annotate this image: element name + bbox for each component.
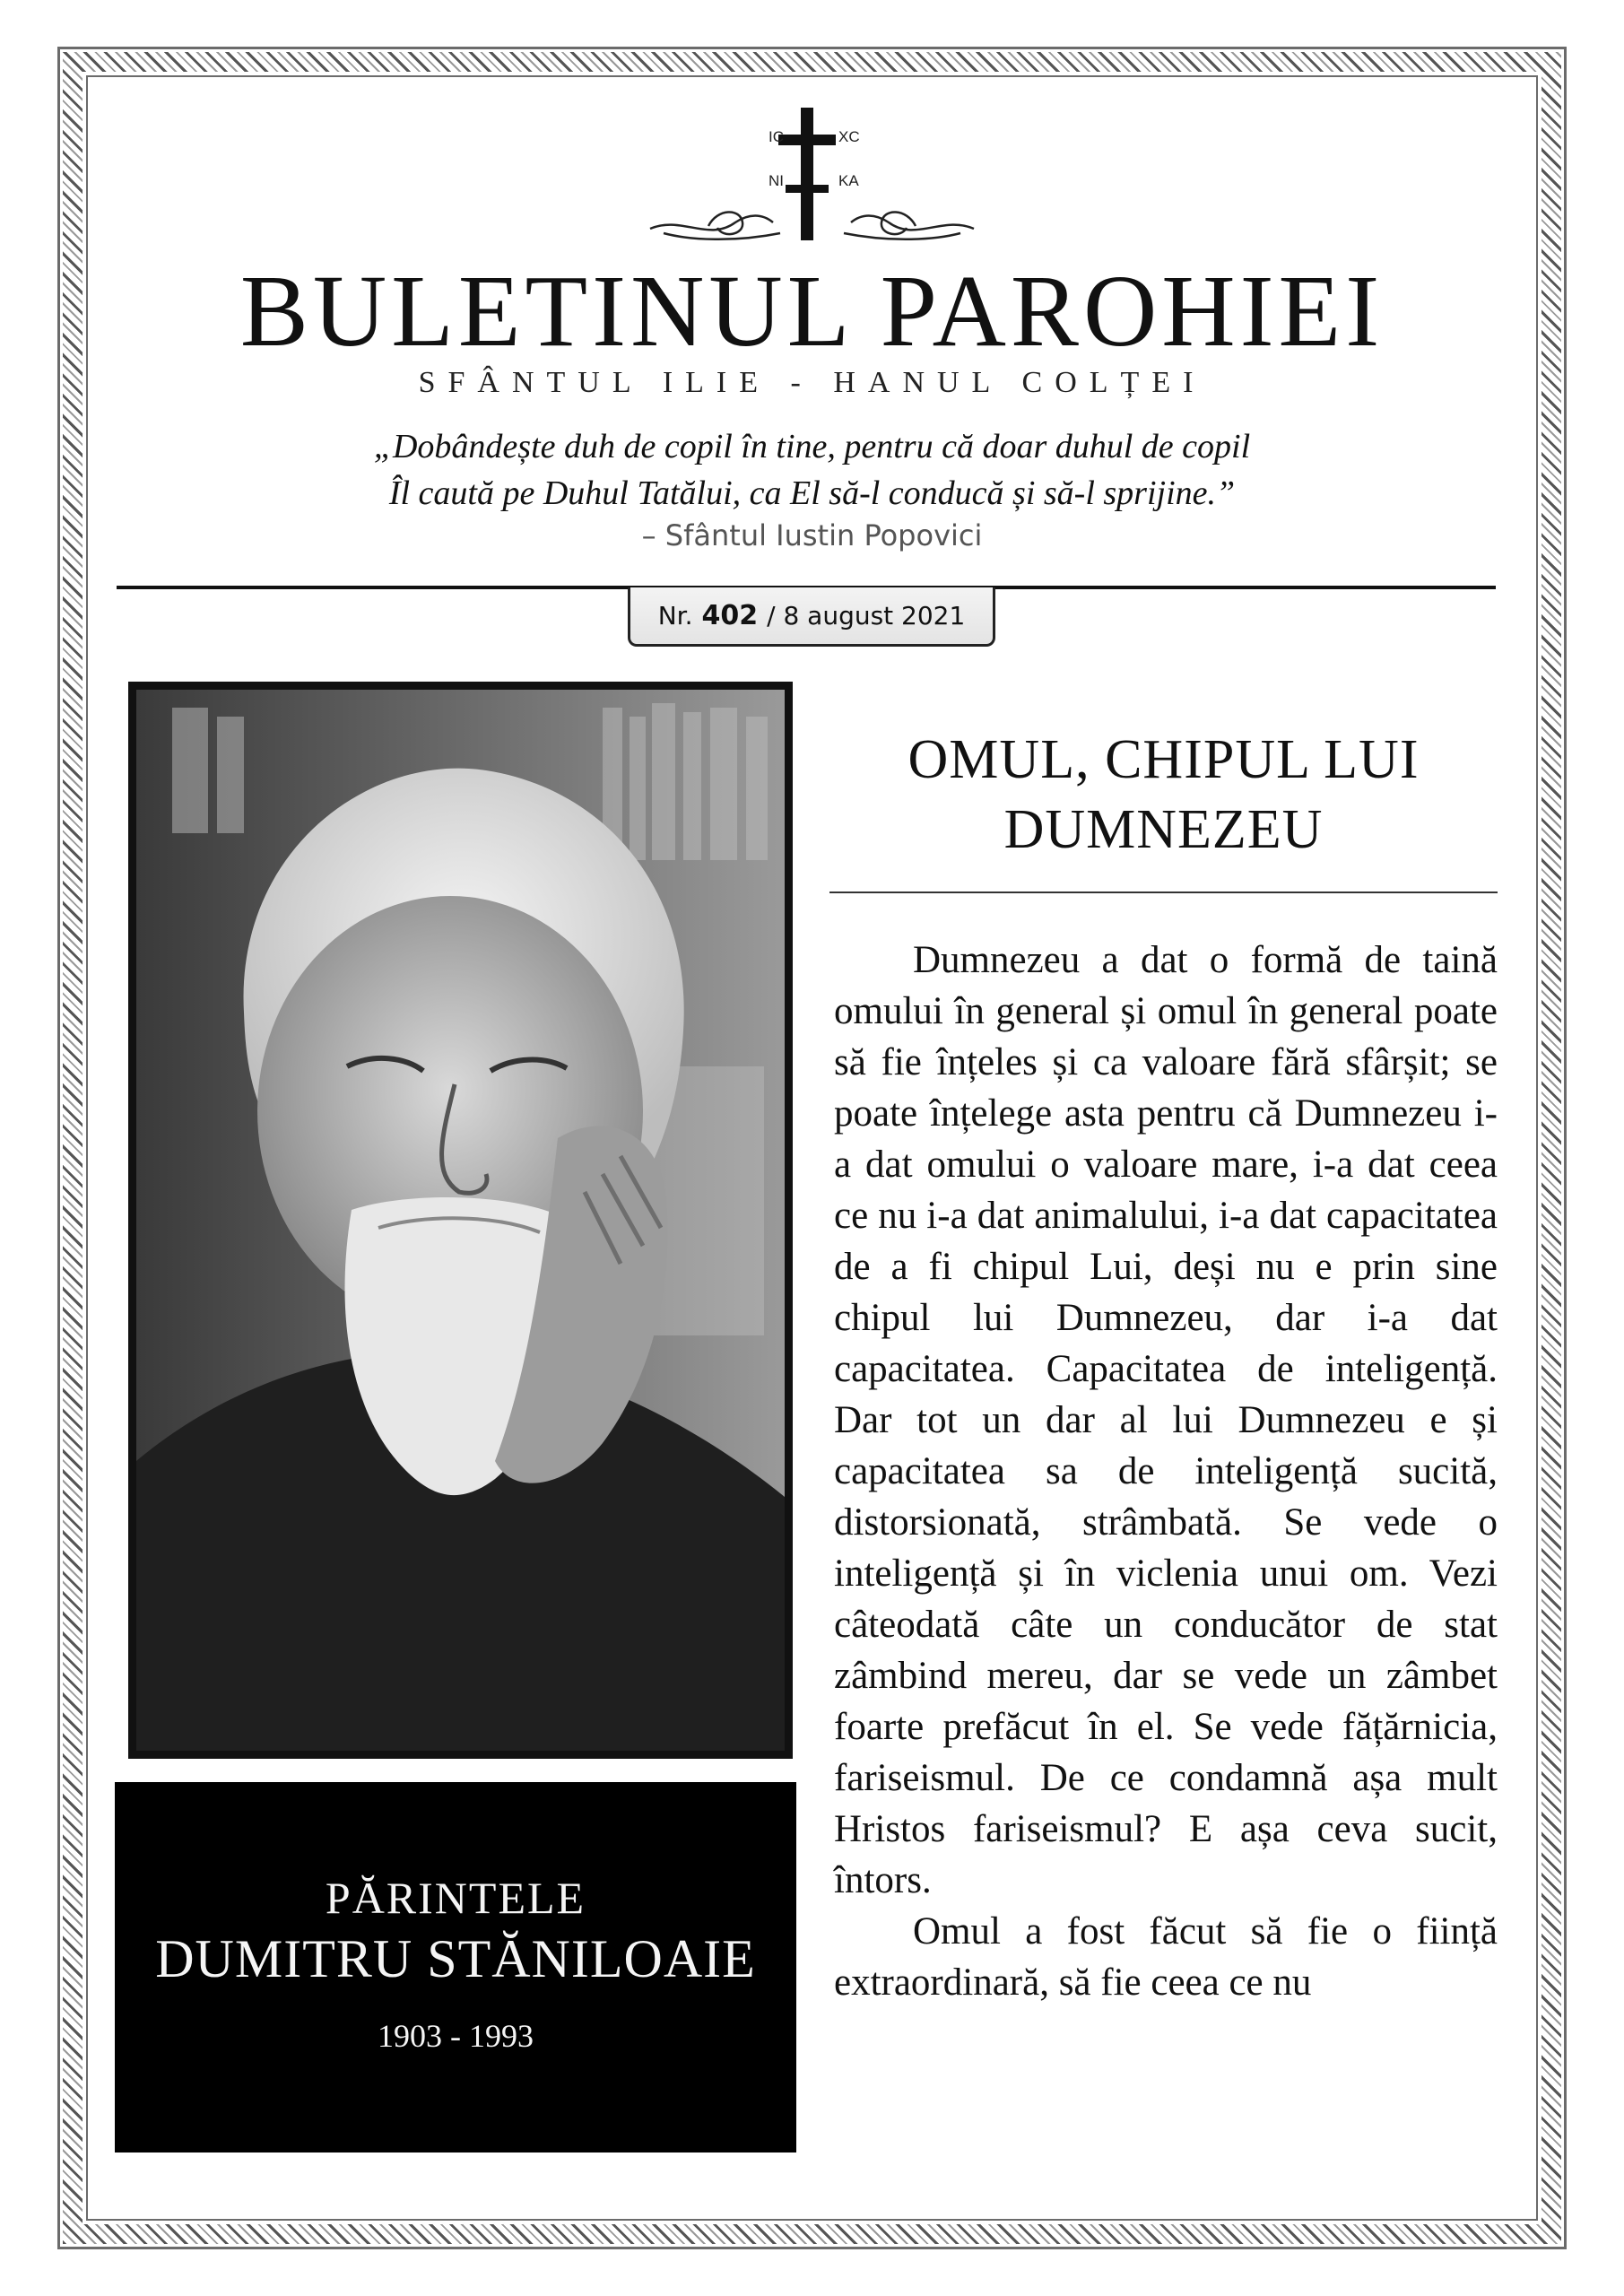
cross-label-ic: IC bbox=[769, 128, 784, 145]
flourish-right-icon bbox=[844, 212, 974, 239]
bulletin-title: BULETINUL PAROHIEI bbox=[239, 254, 1385, 368]
portrait-caption bbox=[115, 1782, 796, 2152]
quote-line-2: Îl caută pe Duhul Tatălui, ca El să-l conducă și să-l sprijine.” bbox=[388, 474, 1236, 512]
caption-honorific: PĂRINTELE bbox=[325, 1873, 586, 1923]
cross-label-ni: NI bbox=[769, 172, 784, 189]
cross-emblem bbox=[0, 108, 1624, 251]
cross-icon bbox=[778, 108, 836, 240]
caption-name: DUMITRU STĂNILOAIE bbox=[155, 1929, 756, 1988]
issue-badge bbox=[628, 587, 995, 647]
article-paragraph-1: Dumnezeu a dat o formă de taină omului în general și omul în general poate să fie înțeles și ca valoare fără sfârșit; se poate înțelege asta pentru că Dumnezeu i-a dat omului o valoare mare, i-a dat ceea ce nu i-a dat animalului, i-a dat capacitatea de a fi chipul Lui, deși nu e prin sine chipul lui Dumnezeu, dar i-a dat capacitatea. Capacitatea de inteligență. Dar tot un dar al lui Dumnezeu e și capacitatea sa de inteligență sucită, distorsionată, strâmbată. Se vede o inteligență și în viclenia unui om. Vezi câteodată câte un conducător de stat zâmbind mereu, dar se vede un zâmbet foarte prefăcut în el. Se vede fățărnicia, fariseismul. De ce condamnă așa mult Hristos fariseismul? E așa ceva sucit, întors. bbox=[834, 939, 1498, 1901]
issue-date: / 8 august 2021 bbox=[767, 601, 966, 631]
quote-author: – Sfântul Iustin Popovici bbox=[641, 518, 983, 552]
quote-line-1: „Dobândește duh de copil în tine, pentru că doar duhul de copil bbox=[373, 428, 1251, 465]
header-quote bbox=[0, 423, 1624, 517]
parish-subtitle: SFÂNTUL ILIE - HANUL COLȚEI bbox=[418, 366, 1206, 399]
caption-years: 1903 - 1993 bbox=[378, 2018, 534, 2054]
issue-number: 402 bbox=[701, 600, 759, 631]
cross-label-ka: KA bbox=[838, 172, 859, 189]
article-title bbox=[829, 725, 1498, 865]
cross-label-xc: XC bbox=[838, 128, 860, 145]
flourish-left-icon bbox=[650, 212, 780, 239]
article-title-line-2: DUMNEZEU bbox=[1003, 799, 1324, 860]
article-paragraph-2: Omul a fost făcut să fie o ființă extraordinară, să fie ceea ce nu bbox=[834, 1910, 1498, 2004]
article-title-line-1: OMUL, CHIPUL LUI bbox=[908, 729, 1420, 790]
portrait-frame bbox=[128, 682, 793, 1759]
article-divider bbox=[829, 891, 1498, 893]
article-body bbox=[834, 935, 1498, 2008]
portrait-photo bbox=[136, 690, 785, 1751]
issue-prefix: Nr. bbox=[657, 601, 693, 631]
